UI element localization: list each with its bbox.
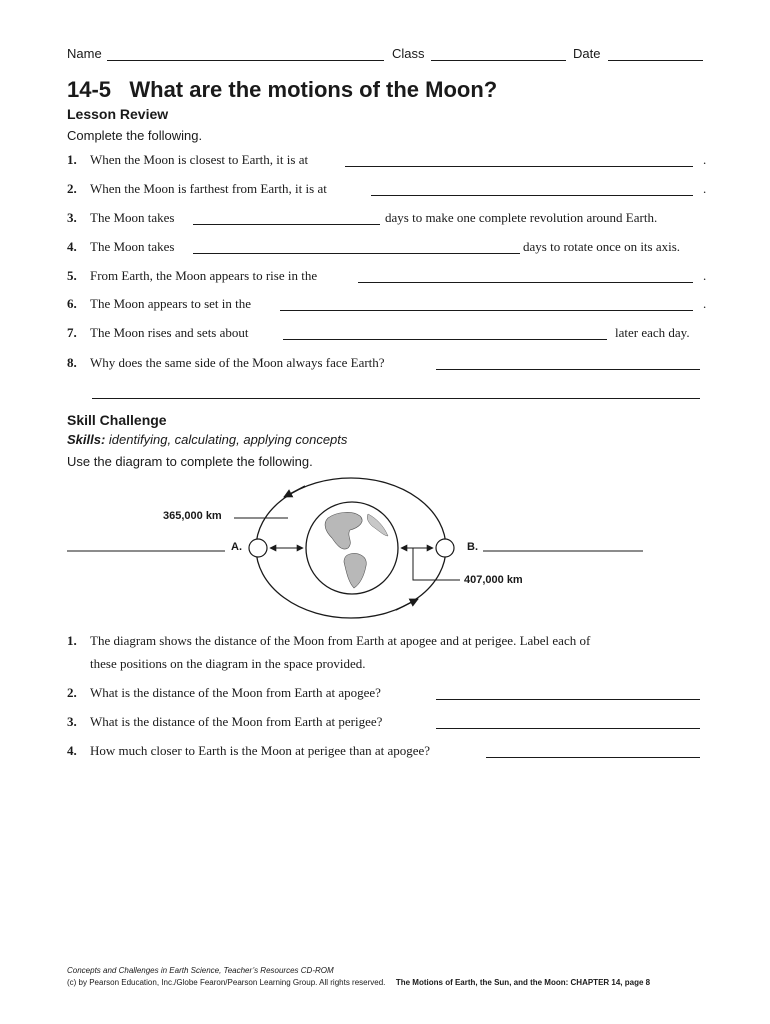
lesson-review-instructions: Complete the following. xyxy=(67,128,203,143)
name-label: Name xyxy=(67,46,102,61)
answer-blank-4[interactable] xyxy=(193,239,520,254)
question-suffix: . xyxy=(703,152,707,167)
moon-orbit-diagram xyxy=(0,470,770,620)
distance-label-365000: 365,000 km xyxy=(163,510,222,522)
name-field[interactable] xyxy=(107,46,384,61)
question-suffix: later each day. xyxy=(615,325,690,340)
question-number: 4. xyxy=(67,239,77,254)
orbit-direction-arrow-top xyxy=(284,486,305,497)
footer-copyright-line xyxy=(67,978,650,987)
question-number: 4. xyxy=(67,743,77,758)
skills-label: Skills: xyxy=(67,432,106,447)
question-text: When the Moon is farthest from Earth, it is at xyxy=(90,181,327,196)
question-suffix: days to rotate once on its axis. xyxy=(523,239,681,254)
question-number: 2. xyxy=(67,685,77,700)
question-number: 1. xyxy=(67,152,77,167)
answer-blank-8[interactable] xyxy=(436,355,700,370)
question-text: How much closer to Earth is the Moon at perigee than at apogee? xyxy=(90,743,431,758)
lesson-review-heading: Lesson Review xyxy=(67,106,169,122)
answer-blank-3[interactable] xyxy=(193,210,380,225)
question-text-line2: these positions on the diagram in the space provided. xyxy=(90,656,366,671)
question-text: What is the distance of the Moon from Earth at apogee? xyxy=(90,685,381,700)
date-label: Date xyxy=(573,46,601,61)
skills-text: identifying, calculating, applying concepts xyxy=(108,432,348,447)
question-number: 8. xyxy=(67,355,77,370)
page-title: 14-5 What are the motions of the Moon? xyxy=(67,77,498,102)
question-suffix: . xyxy=(703,268,707,283)
answer-blank-5[interactable] xyxy=(358,268,693,283)
footer-chapter-page: The Motions of Earth, the Sun, and the Moon: CHAPTER 14, page 8 xyxy=(395,978,651,987)
question-text: When the Moon is closest to Earth, it is at xyxy=(90,152,309,167)
label-b: B. xyxy=(467,541,478,553)
answer-blank-6[interactable] xyxy=(280,296,693,311)
earth-globe xyxy=(306,502,398,594)
date-field[interactable] xyxy=(608,46,703,61)
question-number: 1. xyxy=(67,633,77,648)
question-number: 7. xyxy=(67,325,77,340)
orbit-direction-arrow-bottom xyxy=(396,599,418,610)
question-text: From Earth, the Moon appears to rise in the xyxy=(90,268,318,283)
skill-challenge-heading: Skill Challenge xyxy=(67,412,167,428)
question-number: 6. xyxy=(67,296,77,311)
distance-label-407000: 407,000 km xyxy=(464,574,523,586)
question-number: 2. xyxy=(67,181,77,196)
footer-source: Concepts and Challenges in Earth Science, Teacher’s Resources CD-ROM xyxy=(67,966,334,975)
answer-blank-skill-4[interactable] xyxy=(486,743,700,758)
skills-line xyxy=(67,432,347,447)
question-text: The Moon rises and sets about xyxy=(90,325,249,340)
question-text-line1: The diagram shows the distance of the Moon from Earth at apogee and at perigee. Label each of xyxy=(90,633,591,648)
footer-copyright: (c) by Pearson Education, Inc./Globe Fearon/Pearson Learning Group. All rights reserved. xyxy=(67,978,386,987)
question-text: The Moon takes xyxy=(90,210,175,225)
question-number: 3. xyxy=(67,210,77,225)
label-a: A. xyxy=(231,541,242,553)
answer-blank-7[interactable] xyxy=(283,325,607,340)
question-text: Why does the same side of the Moon always face Earth? xyxy=(90,355,385,370)
question-number: 5. xyxy=(67,268,77,283)
question-suffix: days to make one complete revolution around Earth. xyxy=(385,210,658,225)
answer-blank-skill-2[interactable] xyxy=(436,685,700,700)
answer-blank-1[interactable] xyxy=(345,152,693,167)
skill-challenge-instructions: Use the diagram to complete the following. xyxy=(67,454,313,469)
moon-position-a xyxy=(249,539,267,557)
answer-blank-2[interactable] xyxy=(371,181,693,196)
question-text: The Moon appears to set in the xyxy=(90,296,252,311)
question-suffix: . xyxy=(703,296,707,311)
class-field[interactable] xyxy=(431,46,566,61)
answer-blank-8-continued[interactable] xyxy=(92,384,700,399)
question-suffix: . xyxy=(703,181,707,196)
class-label: Class xyxy=(392,46,425,61)
question-number: 3. xyxy=(67,714,77,729)
question-text: The Moon takes xyxy=(90,239,175,254)
question-text: What is the distance of the Moon from Earth at perigee? xyxy=(90,714,383,729)
answer-blank-skill-3[interactable] xyxy=(436,714,700,729)
moon-position-b xyxy=(436,539,454,557)
